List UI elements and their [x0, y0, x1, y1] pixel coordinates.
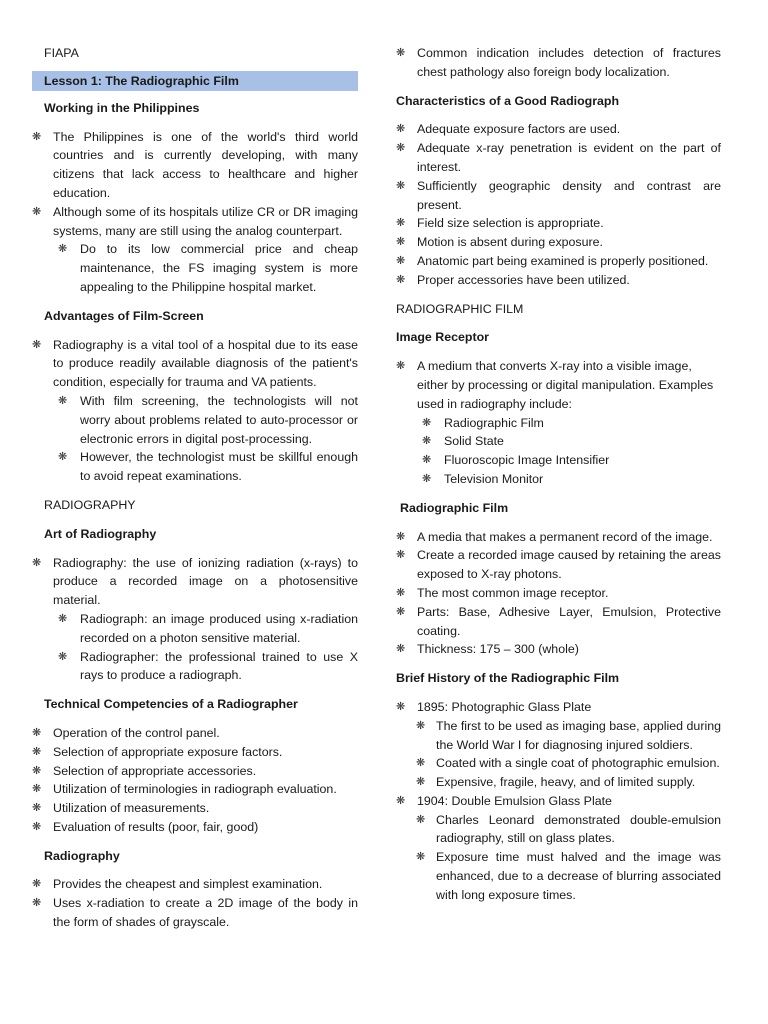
bullet-icon: ❋	[396, 360, 406, 373]
receptor-list	[396, 357, 721, 489]
list-item: ❋ With film screening, the technologists will not worry about problems related to auto-processor or electronic errors in digital post-processing.	[58, 393, 358, 446]
list-item: ❋ Evaluation of results (poor, fair, good)	[32, 818, 358, 837]
bullet-icon: ❋	[32, 726, 42, 739]
bullet-icon: ❋	[416, 813, 426, 826]
right-column	[396, 0, 721, 905]
list-item: ❋ Utilization of measurements.	[32, 799, 358, 818]
bullet-icon: ❋	[396, 794, 406, 807]
radiography-list	[32, 875, 358, 931]
list-item: ❋ A media that makes a permanent record of the image.	[396, 528, 721, 547]
bullet-icon: ❋	[32, 820, 42, 833]
bullet-icon: ❋	[396, 643, 406, 656]
list-item: ❋ Charles Leonard demonstrated double-emulsion radiography, still on glass plates.	[416, 812, 721, 846]
bullet-icon: ❋	[32, 130, 42, 143]
list-item: ❋ Parts: Base, Adhesive Layer, Emulsion, Protective coating.	[396, 604, 721, 638]
bullet-icon: ❋	[58, 612, 68, 625]
list-item: ❋ Motion is absent during exposure.	[396, 233, 721, 252]
list-item: ❋ However, the technologist must be skillful enough to avoid repeat examinations.	[58, 450, 358, 484]
heading-working-philippines: Working in the Philippines	[44, 100, 200, 115]
list-item: ❋ The most common image receptor.	[396, 584, 721, 603]
list-item: ❋ 1895: Photographic Glass Plate	[396, 698, 721, 717]
list-item: ❋ Common indication includes detection of fractures chest pathology also foreign body localization.	[396, 46, 721, 79]
section-radiographic-film: RADIOGRAPHIC FILM	[396, 301, 524, 316]
list-item: ❋ Radiographer: the professional trained to use X rays to produce a radiograph.	[58, 649, 358, 683]
art-list	[32, 554, 358, 686]
bullet-icon: ❋	[396, 217, 406, 230]
list-item: ❋ Adequate exposure factors are used.	[396, 120, 721, 139]
history-list	[396, 698, 721, 905]
list-item: ❋ Uses x-radiation to create a 2D image of the body in the form of shades of grayscale.	[32, 896, 358, 930]
film-list	[396, 528, 721, 660]
bullet-icon: ❋	[32, 878, 42, 891]
list-item: ❋ Radiograph: an image produced using x-radiation recorded on a photon sensitive material.	[58, 611, 358, 645]
list-item: ❋ Fluoroscopic Image Intensifier	[396, 451, 721, 470]
bullet-icon: ❋	[32, 745, 42, 758]
bullet-icon: ❋	[396, 273, 406, 286]
competencies-list	[32, 724, 358, 837]
bullet-icon: ❋	[396, 236, 406, 249]
list-item: ❋ Field size selection is appropriate.	[396, 214, 721, 233]
bullet-icon: ❋	[32, 783, 42, 796]
left-column	[32, 0, 358, 932]
heading-image-receptor: Image Receptor	[396, 330, 489, 345]
list-item: ❋ Radiographic Film	[396, 414, 721, 433]
bullet-icon: ❋	[32, 802, 42, 815]
bullet-icon: ❋	[422, 454, 432, 467]
list-item: ❋ Proper accessories have been utilized.	[396, 271, 721, 290]
bullet-icon: ❋	[32, 764, 42, 777]
bullet-icon: ❋	[396, 586, 406, 599]
bullet-icon: ❋	[396, 549, 406, 562]
bullet-icon: ❋	[416, 719, 426, 732]
list-item: ❋ Expensive, fragile, heavy, and of limited supply.	[396, 773, 721, 792]
list-item: ❋ Television Monitor	[396, 470, 721, 489]
list-item: ❋ Provides the cheapest and simplest examination.	[32, 875, 358, 894]
bullet-icon: ❋	[416, 851, 426, 864]
bullet-icon: ❋	[416, 757, 426, 770]
section-radiography: RADIOGRAPHY	[44, 497, 136, 512]
lesson-title-band: Lesson 1: The Radiographic Film	[32, 71, 358, 91]
characteristics-list	[396, 120, 721, 289]
bullet-icon: ❋	[422, 416, 432, 429]
list-item: ❋ The first to be used as imaging base, applied during the World War I for diagnosing injured soldiers.	[416, 718, 721, 752]
bullet-icon: ❋	[396, 142, 406, 155]
list-item: ❋ Exposure time must halved and the image was enhanced, due to a decrease of blurring associated with long exposure times.	[416, 850, 721, 902]
heading-characteristics: Characteristics of a Good Radiograph	[396, 93, 620, 108]
heading-technical-competencies: Technical Competencies of a Radiographer	[44, 697, 298, 712]
bullet-icon: ❋	[32, 338, 42, 351]
bullet-icon: ❋	[396, 700, 406, 713]
bullet-icon: ❋	[58, 451, 68, 464]
list-item: ❋ A medium that converts X-ray into a visible image, either by processing or digital manipulation. Examples used in radiography include:	[396, 359, 714, 411]
advantages-list	[32, 336, 358, 486]
heading-brief-history: Brief History of the Radiographic Film	[396, 671, 620, 686]
heading-art-of-radiography: Art of Radiography	[44, 526, 157, 541]
bullet-icon: ❋	[396, 254, 406, 267]
list-item: ❋ Thickness: 175 – 300 (whole)	[396, 640, 721, 659]
list-item: ❋ The Philippines is one of the world's third world countries and is currently developing, with many citizens that lack access to healthcare and higher education.	[32, 129, 358, 200]
heading-radiographic-film: Radiographic Film	[400, 500, 509, 515]
indication-list	[396, 44, 721, 82]
heading-advantages: Advantages of Film-Screen	[44, 308, 204, 323]
list-item: ❋ Utilization of terminologies in radiograph evaluation.	[32, 780, 358, 799]
list-item: ❋ Selection of appropriate accessories.	[32, 762, 358, 781]
bullet-icon: ❋	[396, 123, 406, 136]
bullet-icon: ❋	[396, 530, 406, 543]
bullet-icon: ❋	[422, 472, 432, 485]
document-code: FIAPA	[44, 46, 79, 60]
bullet-icon: ❋	[32, 556, 42, 569]
list-item: ❋ Although some of its hospitals utilize CR or DR imaging systems, many are still using the analog counterpart.	[32, 204, 358, 238]
bullet-icon: ❋	[32, 897, 42, 910]
bullet-icon: ❋	[396, 605, 406, 618]
list-item: ❋ Coated with a single coat of photographic emulsion.	[396, 754, 721, 773]
bullet-icon: ❋	[58, 650, 68, 663]
heading-radiography: Radiography	[44, 848, 120, 863]
list-item: ❋ Operation of the control panel.	[32, 724, 358, 743]
list-item: ❋ Anatomic part being examined is properly positioned.	[396, 252, 721, 271]
bullet-icon: ❋	[396, 47, 406, 59]
bullet-icon: ❋	[396, 179, 406, 192]
working-list	[32, 128, 358, 297]
list-item: ❋ Selection of appropriate exposure factors.	[32, 743, 358, 762]
bullet-icon: ❋	[416, 776, 426, 789]
bullet-icon: ❋	[58, 243, 68, 256]
list-item: ❋ Radiography: the use of ionizing radiation (x-rays) to produce a recorded image on a photosensitive material.	[32, 555, 358, 608]
bullet-icon: ❋	[58, 394, 68, 407]
list-item: ❋ Sufficiently geographic density and contrast are present.	[396, 178, 721, 212]
list-item: ❋ Create a recorded image caused by retaining the areas exposed to X-ray photons.	[396, 548, 721, 582]
list-item: ❋ 1904: Double Emulsion Glass Plate	[396, 792, 721, 811]
list-item: ❋ Solid State	[396, 432, 721, 451]
list-item: ❋ Do to its low commercial price and cheap maintenance, the FS imaging system is more appealing to the Philippine hospital market.	[58, 242, 358, 294]
list-item: ❋ Radiography is a vital tool of a hospital due to its ease to produce readily available diagnosis of the patient's condition, especially for trauma and VA patients.	[32, 337, 358, 390]
bullet-icon: ❋	[422, 435, 432, 448]
list-item: ❋ Adequate x-ray penetration is evident on the part of interest.	[396, 141, 721, 174]
bullet-icon: ❋	[32, 205, 42, 218]
